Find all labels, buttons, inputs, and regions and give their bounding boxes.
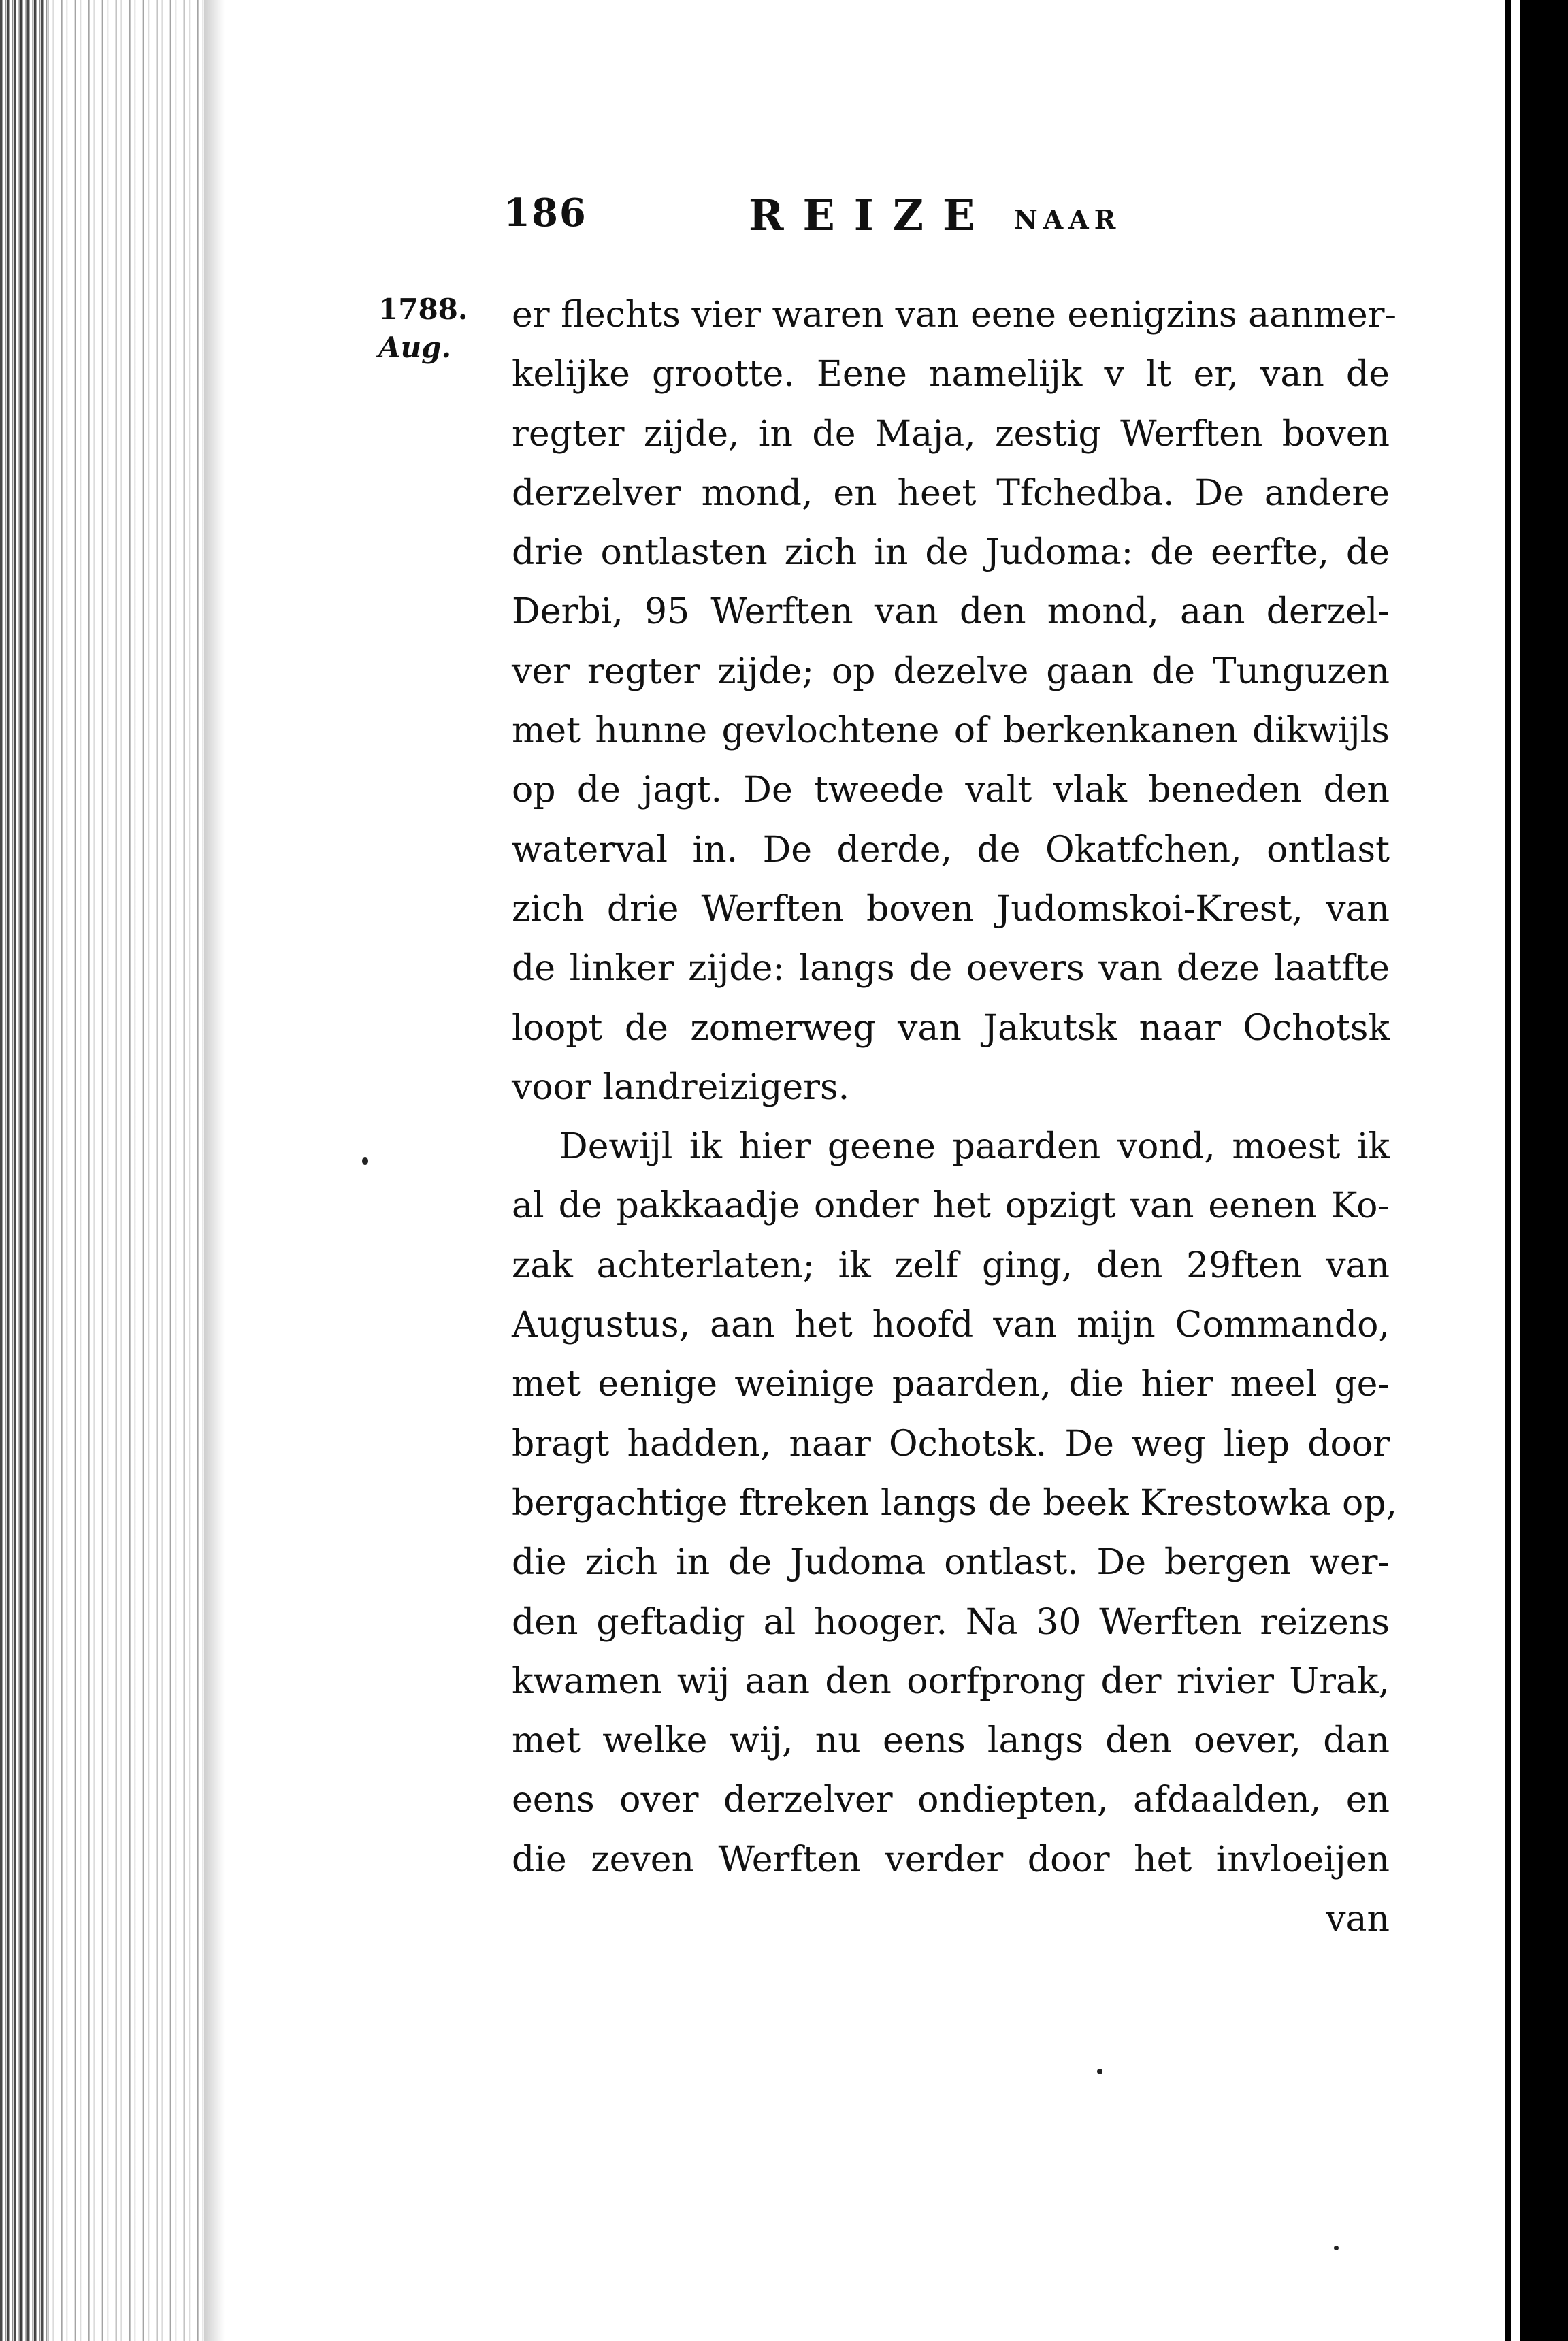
text-line: kwamen wij aan den oorfprong der rivier Urak, <box>512 1660 1390 1702</box>
text-line: met welke wij, nu eens langs den oever, dan <box>512 1720 1390 1762</box>
body-text <box>512 286 1398 1949</box>
text-line: kelijke grootte. Eene namelijk v lt er, van de <box>512 354 1390 395</box>
text-line: met eenige weinige paarden, die hier meel ge- <box>512 1364 1390 1405</box>
text-line: Dewijl ik hier geene paarden vond, moest ik <box>559 1126 1390 1168</box>
text-line: derzelver mond, en heet Tfchedba. De andere <box>512 472 1390 514</box>
text-line: zich drie Werften boven Judomskoi-Krest, van <box>512 888 1390 930</box>
book-gutter <box>204 0 225 2341</box>
ink-speck <box>1097 2069 1102 2074</box>
text-line: al de pakkaadje onder het opzigt van eenen Ko- <box>512 1185 1390 1227</box>
text-line: Augustus, aan het hoofd van mijn Commando, <box>512 1305 1390 1346</box>
catchword: van <box>1326 1899 1390 1940</box>
text-line: op de jagt. De tweede valt vlak beneden den <box>512 770 1390 811</box>
text-line: ver regter zijde; op dezelve gaan de Tunguzen <box>512 651 1390 692</box>
running-header <box>504 191 1388 252</box>
text-line: die zich in de Judoma ontlast. De bergen wer- <box>512 1542 1390 1584</box>
text-line: de linker zijde: langs de oevers van deze laatfte <box>512 948 1390 989</box>
text-line: drie ontlasten zich in de Judoma: de eerfte, de <box>512 532 1390 574</box>
margin-note-year: 1788. <box>378 293 468 326</box>
text-line: met hunne gevlochtene of berkenkanen dikwijls <box>512 710 1390 752</box>
text-line: den geftadig al hooger. Na 30 Werften reizens <box>512 1601 1390 1643</box>
page-number: 186 <box>504 191 587 235</box>
text-line: bergachtige ftreken langs de beek Krestowka op, <box>512 1482 1398 1524</box>
text-line: voor landreizigers. <box>512 1066 850 1108</box>
text-line: die zeven Werften verder door het invloeijen <box>512 1839 1390 1880</box>
text-line: eens over derzelver ondiepten, afdaalden, en <box>512 1780 1390 1821</box>
text-line: zak achterlaten; ik zelf ging, den 29ften van <box>512 1245 1390 1286</box>
ink-speck <box>362 1157 368 1165</box>
running-title: REIZE <box>749 191 994 240</box>
scan-border <box>1505 0 1568 2341</box>
text-line: loopt de zomerweg van Jakutsk naar Ochotsk <box>512 1007 1390 1049</box>
running-title-continuation: NAAR <box>1014 204 1122 235</box>
text-line: er flechts vier waren van eene eenigzins aanmer- <box>512 295 1397 335</box>
text-line: waterval in. De derde, de Okatfchen, ontlast <box>512 829 1390 870</box>
margin-note-month: Aug. <box>378 331 452 364</box>
text-line: Derbi, 95 Werften van den mond, aan derzel- <box>512 591 1390 633</box>
text-line: regter zijde, in de Maja, zestig Werften boven <box>512 413 1390 455</box>
ink-speck <box>1334 2246 1339 2250</box>
text-line: bragt hadden, naar Ochotsk. De weg liep door <box>512 1423 1390 1464</box>
book-page-edges <box>0 0 225 2341</box>
